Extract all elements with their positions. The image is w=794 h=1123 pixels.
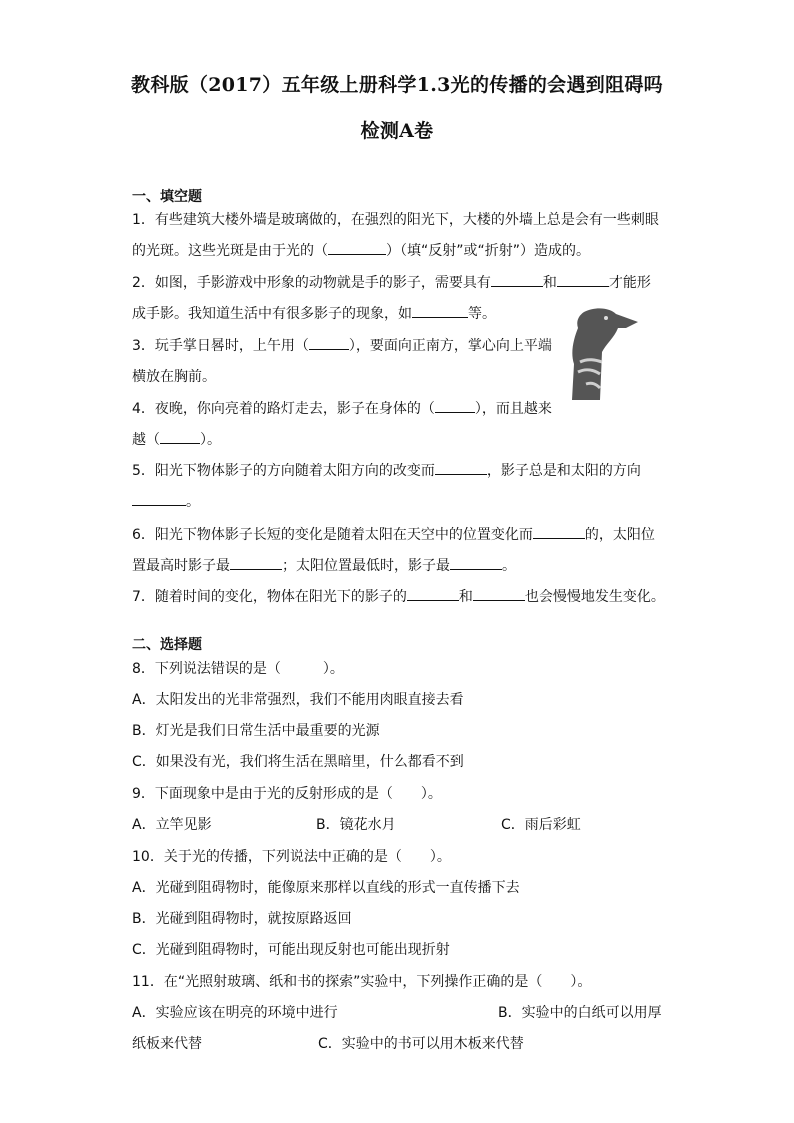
answer-blank[interactable] xyxy=(491,274,543,287)
question-8-option-c[interactable]: C．如果没有光，我们将生活在黑暗里，什么都看不到 xyxy=(132,754,464,770)
question-10-stem: 10．关于光的传播，下列说法中正确的是（ ）。 xyxy=(132,849,451,865)
question-9-option-c[interactable]: C．雨后彩虹 xyxy=(501,817,581,833)
answer-blank[interactable] xyxy=(435,400,475,413)
answer-blank[interactable] xyxy=(230,557,282,570)
question-2-line-2: 成手影。我知道生活中有很多影子的现象，如 等。 xyxy=(132,306,496,322)
answer-blank[interactable] xyxy=(132,493,186,506)
answer-blank[interactable] xyxy=(407,588,459,601)
answer-blank[interactable] xyxy=(473,588,525,601)
question-8-stem: 8．下列说法错误的是（ ）。 xyxy=(132,661,344,677)
document-subtitle: 检测A卷 xyxy=(360,120,434,142)
section-heading-multiple-choice: 二、选择题 xyxy=(132,637,202,653)
question-10-option-a[interactable]: A．光碰到阻碍物时，能像原来那样以直线的形式一直传播下去 xyxy=(132,880,520,896)
question-9-stem: 9．下面现象中是由于光的反射形成的是（ ）。 xyxy=(132,786,442,802)
question-1-line-1: 1．有些建筑大楼外墙是玻璃做的，在强烈的阳光下，大楼的外墙上总是会有一些刺眼 xyxy=(132,212,659,228)
answer-blank[interactable] xyxy=(450,557,502,570)
question-5-line-1: 5．阳光下物体影子的方向随着太阳方向的改变而 ，影子总是和太阳的方向 xyxy=(132,463,641,479)
question-3-line-1: 3．玩手掌日晷时，上午用（ ），要面向正南方，掌心向上平端 xyxy=(132,338,552,354)
question-3-line-2: 横放在胸前。 xyxy=(132,369,216,385)
hand-shadow-animal-icon xyxy=(566,304,646,404)
question-8-option-b[interactable]: B．灯光是我们日常生活中最重要的光源 xyxy=(132,723,380,739)
answer-blank[interactable] xyxy=(533,526,585,539)
question-9-option-b[interactable]: B．镜花水月 xyxy=(316,817,396,833)
section-heading-fill-blank: 一、填空题 xyxy=(132,189,202,205)
answer-blank[interactable] xyxy=(435,462,487,475)
question-10-option-c[interactable]: C．光碰到阻碍物时，可能出现反射也可能出现折射 xyxy=(132,942,450,958)
answer-blank[interactable] xyxy=(557,274,609,287)
question-7-line-1: 7．随着时间的变化，物体在阳光下的影子的 和 也会慢慢地发生变化。 xyxy=(132,589,665,605)
answer-blank[interactable] xyxy=(160,431,200,444)
answer-blank[interactable] xyxy=(309,337,349,350)
question-1-line-2: 的光斑。这些光斑是由于光的（ ）（填“反射”或“折射”）造成的。 xyxy=(132,243,591,259)
question-6-line-2: 置最高时影子最 ；太阳位置最低时，影子最 。 xyxy=(132,558,516,574)
question-10-option-b[interactable]: B．光碰到阻碍物时，就按原路返回 xyxy=(132,911,352,927)
question-11-stem: 11．在“光照射玻璃、纸和书的探索”实验中，下列操作正确的是（ ）。 xyxy=(132,974,592,990)
answer-blank[interactable] xyxy=(328,242,386,255)
answer-blank[interactable] xyxy=(412,305,468,318)
question-11-option-a[interactable]: A．实验应该在明亮的环境中进行 xyxy=(132,1005,338,1021)
question-8-option-a[interactable]: A．太阳发出的光非常强烈，我们不能用肉眼直接去看 xyxy=(132,692,464,708)
question-11-option-b-continued: 纸板来代替 xyxy=(132,1036,202,1052)
document-title: 教科版（2017）五年级上册科学1.3光的传播的会遇到阻碍吗 xyxy=(131,74,663,96)
question-4-line-1: 4．夜晚，你向亮着的路灯走去，影子在身体的（ ），而且越来 xyxy=(132,401,552,417)
question-2-line-1: 2．如图，手影游戏中形象的动物就是手的影子，需要具有 和 才能形 xyxy=(132,275,651,291)
question-11-option-b[interactable]: B．实验中的白纸可以用厚 xyxy=(498,1005,662,1021)
question-9-option-a[interactable]: A．立竿见影 xyxy=(132,817,212,833)
question-11-option-c[interactable]: C．实验中的书可以用木板来代替 xyxy=(318,1036,524,1052)
question-4-line-2: 越（ ）。 xyxy=(132,432,221,448)
question-5-line-2: 。 xyxy=(132,493,200,511)
question-6-line-1: 6．阳光下物体影子长短的变化是随着太阳在天空中的位置变化而 的，太阳位 xyxy=(132,527,655,543)
